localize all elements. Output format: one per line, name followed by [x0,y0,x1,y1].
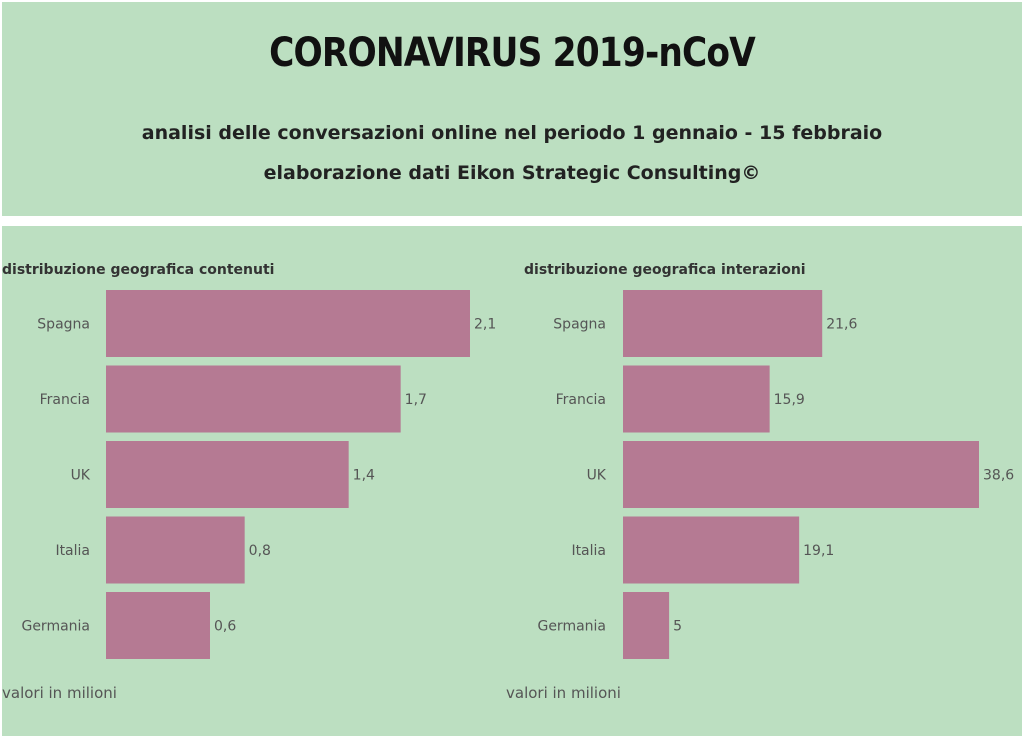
bar [623,592,669,659]
value-label: 5 [673,618,683,635]
subtitle-source: elaborazione dati Eikon Strategic Consulting© [263,162,761,184]
bar [623,441,979,508]
category-label: Francia [39,392,90,408]
value-label: 1,7 [404,392,427,408]
bar [623,366,770,433]
category-label: Germania [21,618,90,635]
bar [106,290,470,357]
bar [106,592,210,659]
category-label: Francia [555,392,606,408]
value-label: 21,6 [826,316,858,333]
header [2,2,1022,216]
unit-note: valori in milioni [2,684,117,702]
bar [106,441,349,508]
bar [106,517,245,584]
value-label: 2,1 [474,316,497,333]
value-label: 1,4 [352,467,375,484]
charts-svg [2,226,1022,736]
category-label: Spagna [553,316,606,333]
unit-note: valori in milioni [506,684,621,702]
charts-panel [2,226,1022,736]
subtitle-period: analisi delle conversazioni online nel periodo 1 gennaio - 15 febbraio [141,122,883,144]
category-label: UK [70,467,90,484]
category-label: UK [586,467,606,484]
value-label: 38,6 [983,467,1015,484]
category-label: Italia [571,543,606,559]
value-label: 19,1 [803,543,835,559]
bar [623,290,822,357]
chart-title: distribuzione geografica contenuti [2,262,275,278]
page-title: CORONAVIRUS 2019-nCoV [269,30,755,76]
bar [106,366,401,433]
bar [623,517,799,584]
category-label: Italia [55,543,90,559]
value-label: 0,6 [214,618,237,635]
value-label: 15,9 [773,392,805,408]
chart-title: distribuzione geografica interazioni [524,262,806,278]
category-label: Spagna [37,316,90,333]
category-label: Germania [537,618,606,635]
value-label: 0,8 [248,543,271,559]
